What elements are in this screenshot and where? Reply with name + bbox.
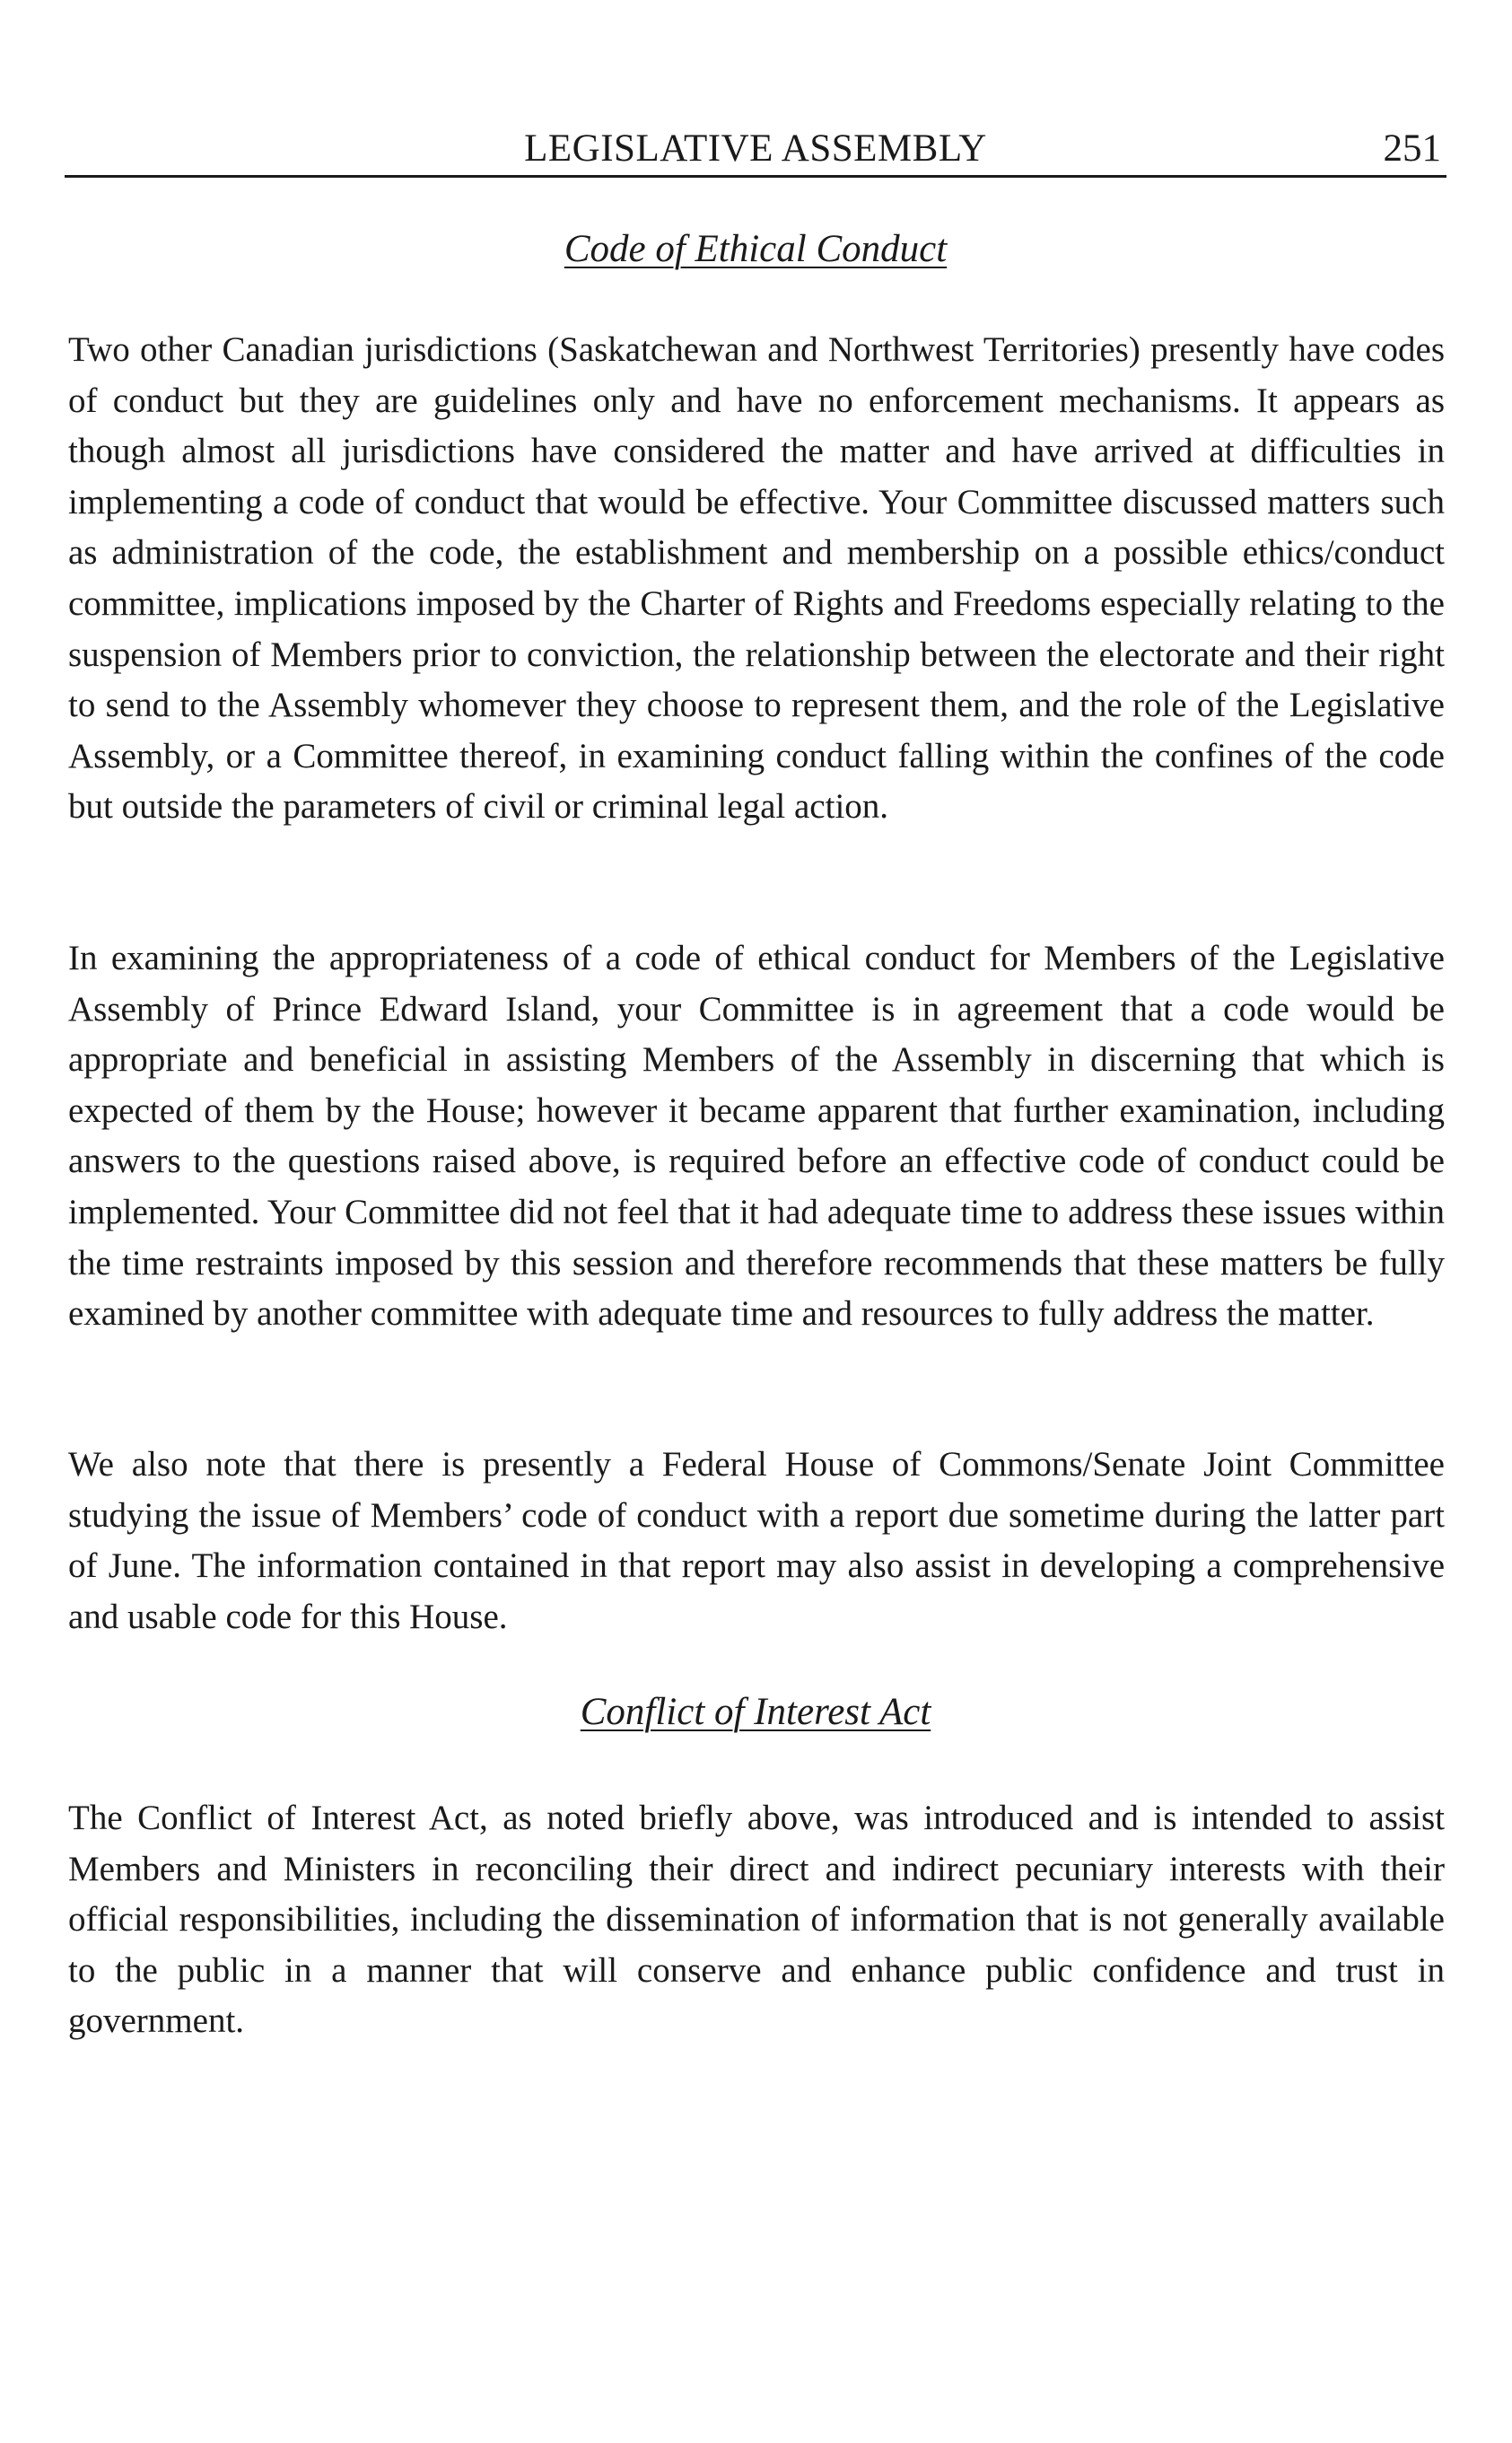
paragraph-code-3: We also note that there is presently a Federal House of Commons/Senate Joint Committee studying the issue of Members’ code of conduct with a report due sometime during the latter part of June. The information contained in that report may also assist in developing a comprehensive and usable code for this House.: [68, 1445, 1445, 1636]
header-rule: [65, 175, 1446, 178]
paragraph-code-1: Two other Canadian jurisdictions (Saskatchewan and Northwest Territories) presently have codes of conduct but they are guidelines only and have no enforcement mechanisms. It appears as though almost all jurisdictions have considered the matter and have arrived at difficulties in implementing a code of conduct that would be effective. Your Committee discussed matters such as administration of the code, the establishment and membership on a possible ethics/conduct committee, implications imposed by the Charter of Rights and Freedoms especially relating to the suspension of Members prior to conviction, the relationship between the electorate and their right to send to the Assembly whomever they choose to represent them, and the role of the Legislative Assembly, or a Committee thereof, in examining conduct falling within the confines of the code but outside the parameters of civil or criminal legal action.: [68, 330, 1445, 827]
paragraph-code-2: In examining the appropriateness of a code of ethical conduct for Members of the Legislative Assembly of Prince Edward Island, your Committee is in agreement that a code would be appropriate and beneficial in assisting Members of the Assembly in discerning that which is expected of them by the House; however it became apparent that further examination, including answers to the questions raised above, is required before an effective code of conduct could be implemented. Your Committee did not feel that it had adequate time to address these issues within the time restraints imposed by this session and therefore recommends that these matters be fully examined by another committee with adequate time and resources to fully address the matter.: [68, 939, 1445, 1334]
section-heading-code-of-ethical-conduct: Code of Ethical Conduct: [564, 228, 948, 270]
page-number: 251: [1383, 127, 1441, 170]
running-header: [65, 126, 1446, 172]
paragraph-conflict-1: The Conflict of Interest Act, as noted briefly above, was introduced and is intended to assist Members and Ministers in reconciling their direct and indirect pecuniary interests with their official responsibilities, including the dissemination of information that is not generally available to the public in a manner that will conserve and enhance public confidence and trust in government.: [68, 1799, 1445, 2041]
section-heading-conflict-of-interest-act: Conflict of Interest Act: [580, 1691, 931, 1733]
running-title: LEGISLATIVE ASSEMBLY: [524, 127, 987, 170]
